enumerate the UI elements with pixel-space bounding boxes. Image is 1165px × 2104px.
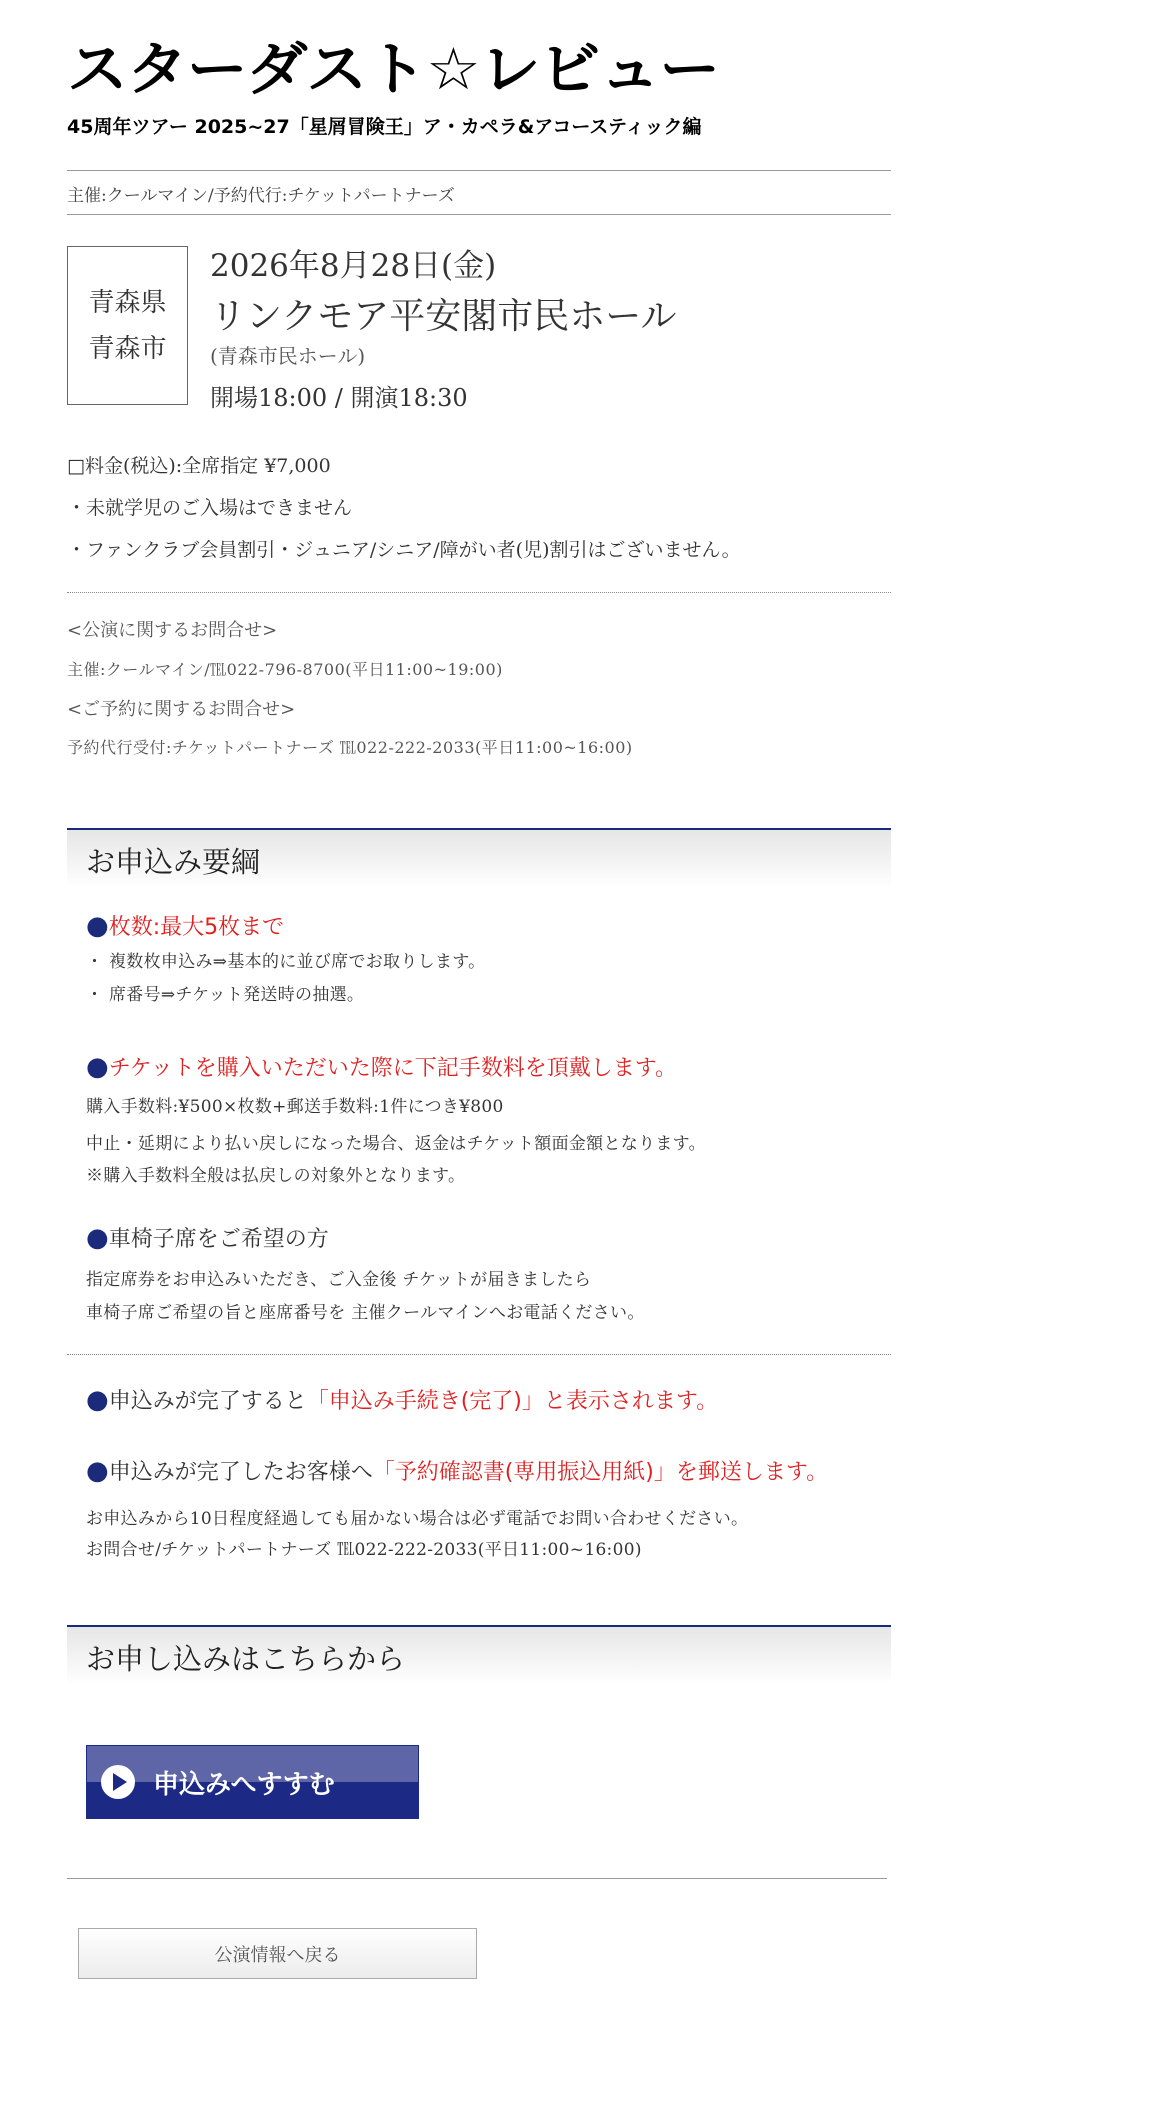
mail-line: お問合せ/チケットパートナーズ ℡022-222-2033(平日11:00~16:00) xyxy=(86,1540,642,1560)
venue-name: リンクモア平安閣市民ホール xyxy=(210,296,677,337)
inquiry-heading: <ご予約に関するお問合せ> xyxy=(67,699,296,720)
inquiry-line: 主催:クールマイン/℡022-796-8700(平日11:00~19:00) xyxy=(67,660,503,679)
dotted-divider xyxy=(67,1354,891,1355)
limit-title: ●枚数:最大5枚まで xyxy=(86,911,285,941)
prefecture: 青森県 xyxy=(88,287,167,318)
logo: スターダスト☆レビュー xyxy=(67,35,720,103)
tour-subtitle: 45周年ツアー 2025~27「星屑冒険王」ア・カペラ&アコースティック編 xyxy=(67,116,702,138)
fee-line: 購入手数料:¥500×枚数+郵送手数料:1件につき¥800 xyxy=(86,1097,504,1117)
guidelines-heading: お申込み要綱 xyxy=(67,828,891,888)
mail-notice: ●申込みが完了したお客様へ「予約確認書(専用振込用紙)」を郵送します。 xyxy=(86,1456,829,1486)
apply-button[interactable] xyxy=(86,1745,419,1819)
divider xyxy=(67,214,891,215)
fee-line: 中止・延期により払い戻しになった場合、返金はチケット額面金額となります。 xyxy=(86,1134,706,1154)
apply-heading: お申し込みはこちらから xyxy=(67,1625,891,1685)
bullet-icon: ● xyxy=(86,1456,109,1486)
dotted-divider xyxy=(67,592,891,593)
bullet-icon: ● xyxy=(86,1385,109,1415)
price-note: ・ファンクラブ会員割引・ジュニア/シニア/障がい者(児)割引はございません。 xyxy=(67,539,741,561)
bullet-icon: ● xyxy=(86,1223,109,1253)
divider xyxy=(67,170,891,171)
event-times: 開場18:00 / 開演18:30 xyxy=(210,384,468,412)
wheelchair-title: ●車椅子席をご希望の方 xyxy=(86,1223,329,1253)
price-note: ・未就学児のご入場はできません xyxy=(67,497,353,519)
bullet-icon: ● xyxy=(86,911,109,941)
location-box xyxy=(67,246,188,405)
venue-subname: (青森市民ホール) xyxy=(210,344,366,368)
fee-line: ※購入手数料全般は払戻しの対象外となります。 xyxy=(86,1166,466,1186)
price-fee: □料金(税込):全席指定 ¥7,000 xyxy=(67,455,331,477)
mail-line: お申込みから10日程度経過しても届かない場合は必ず電話でお問い合わせください。 xyxy=(86,1509,749,1529)
fee-title: ●チケットを購入いただいた際に下記手数料を頂戴します。 xyxy=(86,1052,677,1082)
back-to-info-button[interactable]: 公演情報へ戻る xyxy=(78,1928,477,1979)
city: 青森市 xyxy=(88,333,167,364)
play-icon xyxy=(101,1765,135,1799)
event-date: 2026年8月28日(金) xyxy=(210,248,497,284)
limit-line: ・ 席番号⇒チケット発送時の抽選。 xyxy=(86,985,365,1005)
wheelchair-line: 車椅子席ご希望の旨と座席番号を 主催クールマインへお電話ください。 xyxy=(86,1303,645,1323)
divider xyxy=(67,1878,887,1879)
complete-notice: ●申込みが完了すると「申込み手続き(完了)」と表示されます。 xyxy=(86,1385,719,1415)
apply-button-label: 申込みへすすむ xyxy=(153,1769,335,1800)
sponsor-line: 主催:クールマイン/予約代行:チケットパートナーズ xyxy=(67,186,455,206)
wheelchair-line: 指定席券をお申込みいただき、ご入金後 チケットが届きましたら xyxy=(86,1270,592,1290)
inquiry-line: 予約代行受付:チケットパートナーズ ℡022-222-2033(平日11:00~16:00) xyxy=(67,738,633,757)
limit-line: ・ 複数枚申込み⇒基本的に並び席でお取りします。 xyxy=(86,952,486,972)
inquiry-heading: <公演に関するお問合せ> xyxy=(67,620,278,641)
bullet-icon: ● xyxy=(86,1052,109,1082)
